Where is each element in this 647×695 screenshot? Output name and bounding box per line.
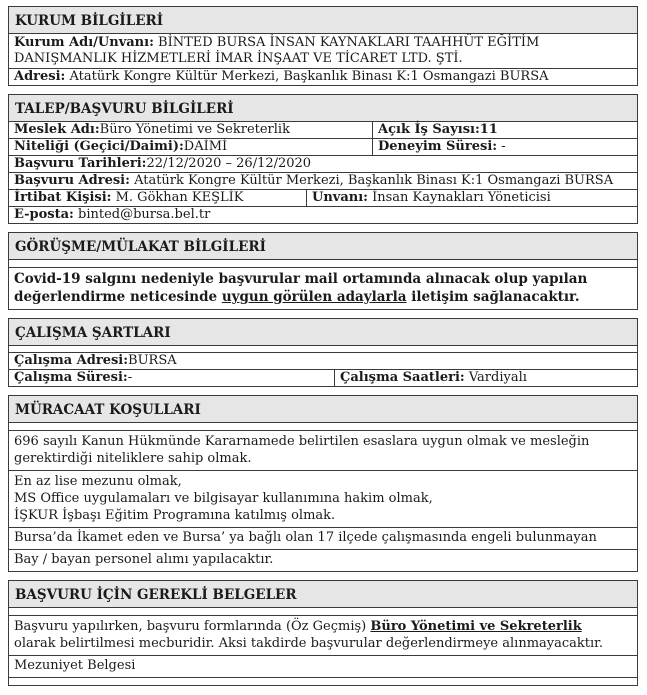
kurum-name-line2: DANIŞMANLIK HİZMETLERİ İMAR İNŞAAT VE TİCARET LTD. ŞTİ. bbox=[14, 51, 463, 66]
kurum-name-row bbox=[8, 34, 638, 69]
muracaat-condition-2 bbox=[8, 471, 638, 528]
eposta-row bbox=[8, 207, 638, 224]
kurum-address-row bbox=[8, 69, 638, 86]
kurum-address: Atatürk Kongre Kültür Merkezi, Başkanlık Binası K:1 Osmangazi BURSA bbox=[69, 69, 549, 84]
section-header-kurum: KURUM BİLGİLERİ bbox=[8, 6, 638, 34]
muracaat-c2-line3: İŞKUR İşbaşı Eğitim Programına katılmış olmak. bbox=[14, 508, 336, 523]
calisma-sure-label: Çalışma Süresi: bbox=[14, 370, 128, 385]
calisma-saat-label: Çalışma Saatleri: bbox=[340, 370, 465, 385]
deneyim-label: Deneyim Süresi: bbox=[378, 139, 498, 154]
muracaat-c2-line2: MS Office uygulamaları ve bilgisayar kullanımına hakim olmak, bbox=[14, 491, 433, 506]
basvuru-adres-row bbox=[8, 173, 638, 190]
muracaat-c1-line1: 696 sayılı Kanun Hükmünde Kararnamede belirtilen esaslara uygun olmak ve mesleğin bbox=[14, 434, 590, 449]
gorusme-line2-underlined: uygun görülen adaylarla bbox=[221, 289, 407, 305]
belge-2-value: Mezuniyet Belgesi bbox=[14, 658, 136, 673]
irtibat-label: İrtibat Kişisi: bbox=[14, 190, 112, 205]
basvuru-adres-value: Atatürk Kongre Kültür Merkezi, Başkanlık Binası K:1 Osmangazi BURSA bbox=[134, 173, 614, 188]
meslek-row bbox=[8, 122, 638, 139]
kurum-address-label: Adresi: bbox=[14, 69, 66, 84]
document bbox=[8, 6, 638, 686]
irtibat-value: M. Gökhan KEŞLİK bbox=[115, 190, 244, 205]
tarih-label: Başvuru Tarihleri: bbox=[14, 156, 147, 171]
section-header-calisma: ÇALIŞMA ŞARTLARI bbox=[8, 318, 638, 346]
tarih-value: 22/12/2020 – 26/12/2020 bbox=[146, 156, 312, 171]
acik-label: Açık İş Sayısı: bbox=[378, 122, 480, 137]
muracaat-c3: Bursa’da İkamet eden ve Bursa’ ya bağlı olan 17 ilçede çalışmasında engeli bulunmayan bbox=[14, 530, 597, 545]
calisma-adres-value: BURSA bbox=[128, 353, 177, 368]
belge-1-line2: olarak belirtilmesi mecburidir. Aksi takdirde başvurular değerlendirmeye alınmayacaktır. bbox=[14, 636, 604, 651]
belge-2 bbox=[8, 656, 638, 678]
unvan-value: İnsan Kaynakları Yöneticisi bbox=[372, 190, 551, 205]
belge-1-pre: Başvuru yapılırken, başvuru formlarında (Öz Geçmiş) bbox=[14, 619, 371, 634]
kurum-name-label: Kurum Adı/Unvanı: bbox=[14, 35, 154, 50]
eposta-label: E-posta: bbox=[14, 207, 74, 222]
section-header-gorusme: GÖRÜŞME/MÜLAKAT BİLGİLERİ bbox=[8, 232, 638, 260]
muracaat-condition-1 bbox=[8, 431, 638, 471]
nitelik-value: DAİMİ bbox=[183, 139, 228, 154]
meslek-value: Büro Yönetimi ve Sekreterlik bbox=[99, 122, 290, 137]
meslek-label: Meslek Adı: bbox=[14, 122, 100, 137]
eposta-value[interactable]: binted@bursa.bel.tr bbox=[78, 207, 211, 222]
gorusme-line1: Covid-19 salgını nedeniyle başvurular mail ortamında alınacak olup yapılan bbox=[14, 271, 588, 287]
gorusme-text bbox=[8, 268, 638, 310]
belge-1 bbox=[8, 616, 638, 656]
muracaat-c2-line1: En az lise mezunu olmak, bbox=[14, 474, 182, 489]
nitelik-label: Niteliği (Geçici/Daimi): bbox=[14, 139, 184, 154]
gorusme-line2-pre: değerlendirme neticesinde bbox=[14, 289, 222, 305]
nitelik-row bbox=[8, 139, 638, 156]
muracaat-condition-3 bbox=[8, 528, 638, 550]
deneyim-value: - bbox=[497, 139, 506, 154]
calisma-sure-value: - bbox=[127, 370, 133, 385]
section-header-talep: TALEP/BAŞVURU BİLGİLERİ bbox=[8, 94, 638, 122]
section-header-muracaat: MÜRACAAT KOŞULLARI bbox=[8, 395, 638, 423]
tarih-row bbox=[8, 156, 638, 173]
belge-1-underlined: Büro Yönetimi ve Sekreterlik bbox=[370, 619, 582, 634]
irtibat-row bbox=[8, 190, 638, 207]
acik-value: 11 bbox=[479, 122, 498, 137]
kurum-name-line1: BİNTED BURSA İNSAN KAYNAKLARI TAAHHÜT EĞİTİM bbox=[158, 35, 540, 50]
muracaat-c4: Bay / bayan personel alımı yapılacaktır. bbox=[14, 552, 274, 567]
calisma-adres-label: Çalışma Adresi: bbox=[14, 353, 129, 368]
muracaat-c1-line2: gerektirdiği niteliklere sahip olmak. bbox=[14, 451, 252, 466]
calisma-sure-row bbox=[8, 370, 638, 387]
basvuru-adres-label: Başvuru Adresi: bbox=[14, 173, 130, 188]
unvan-label: Unvanı: bbox=[312, 190, 368, 205]
calisma-saat-value: Vardiyalı bbox=[464, 370, 527, 385]
muracaat-condition-4 bbox=[8, 550, 638, 572]
gorusme-line2-post: iletişim sağlanacaktır. bbox=[406, 289, 580, 305]
section-header-belgeler: BAŞVURU İÇİN GEREKLİ BELGELER bbox=[8, 580, 638, 608]
calisma-adres-row bbox=[8, 353, 638, 370]
